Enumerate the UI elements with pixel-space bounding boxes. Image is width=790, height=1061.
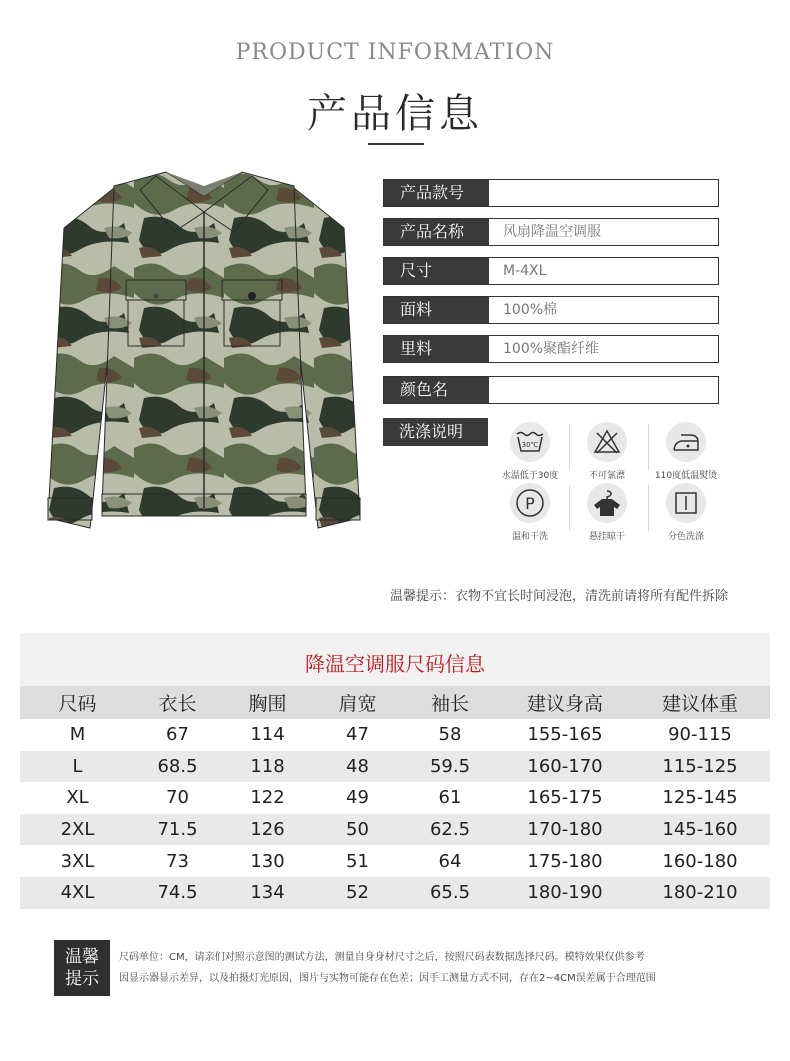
table-cell: L (20, 751, 135, 783)
table-cell: 73 (135, 845, 220, 877)
care-caption: 悬挂晾干 (588, 532, 625, 542)
jacket-image (44, 168, 364, 536)
table-cell: 114 (220, 719, 315, 751)
table-row (20, 719, 770, 751)
table-cell: 180-190 (500, 877, 630, 909)
table-cell: 118 (220, 751, 315, 783)
care-item (490, 483, 570, 542)
table-cell: 49 (315, 782, 400, 814)
info-label: 颜色名 (384, 377, 489, 403)
info-label: 产品名称 (384, 219, 489, 245)
table-row (20, 782, 770, 814)
table-cell: 122 (220, 782, 315, 814)
table-cell: 65.5 (400, 877, 500, 909)
care-item (646, 422, 726, 481)
table-cell: 68.5 (135, 751, 220, 783)
table-cell: 126 (220, 814, 315, 846)
table-cell: 48 (315, 751, 400, 783)
info-label: 尺寸 (384, 258, 489, 284)
page-title: 产品信息 (307, 91, 483, 137)
table-cell: 2XL (20, 814, 135, 846)
table-cell: 52 (315, 877, 400, 909)
table-cell: 165-175 (500, 782, 630, 814)
table-cell: 70 (135, 782, 220, 814)
table-cell: 145-160 (630, 814, 770, 846)
info-row-product-name (383, 218, 719, 246)
care-item (567, 422, 647, 481)
table-cell: 130 (220, 845, 315, 877)
table-cell: 160-170 (500, 751, 630, 783)
care-item (646, 483, 726, 542)
table-cell: 61 (400, 782, 500, 814)
table-cell: 3XL (20, 845, 135, 877)
info-value: M-4XL (503, 263, 547, 279)
care-tip: 温馨提示：衣物不宜长时间浸泡，清洗前请将所有配件拆除 (389, 589, 728, 604)
care-caption: 温和干洗 (511, 532, 548, 542)
info-row-fabric (383, 296, 719, 324)
dry-clean-badge: P (525, 494, 535, 513)
size-table (20, 686, 770, 909)
table-cell: 50 (315, 814, 400, 846)
wash-temp-badge: 30℃ (521, 441, 539, 449)
col-header-height: 建议身高 (500, 686, 630, 719)
table-cell: 51 (315, 845, 400, 877)
info-row-color (383, 376, 719, 404)
info-value (489, 377, 718, 403)
info-value: 100%聚酯纤维 (503, 341, 600, 357)
table-cell: 71.5 (135, 814, 220, 846)
title-underline (368, 143, 424, 145)
info-label: 产品款号 (384, 180, 489, 206)
table-cell: 47 (315, 719, 400, 751)
notice-line: 因显示器显示差异，以及拍摄灯光原因，图片与实物可能存在色差；因手工测量方式不同，存在2~4CM误差属于合理范围 (119, 973, 656, 984)
table-cell: 58 (400, 719, 500, 751)
table-cell: 134 (220, 877, 315, 909)
no-bleach-icon (587, 422, 627, 462)
page-title-en: PRODUCT INFORMATION (235, 40, 555, 65)
care-caption: 分色洗涤 (667, 532, 704, 542)
table-header-row (20, 686, 770, 719)
table-cell: 62.5 (400, 814, 500, 846)
info-label: 里料 (384, 336, 489, 362)
info-row-style-no (383, 179, 719, 207)
table-cell: 64 (400, 845, 500, 877)
table-cell: M (20, 719, 135, 751)
col-header-shoulder: 肩宽 (315, 686, 400, 719)
table-row (20, 845, 770, 877)
care-item (490, 422, 570, 481)
col-header-sleeve: 袖长 (400, 686, 500, 719)
table-row (20, 751, 770, 783)
col-header-length: 衣长 (135, 686, 220, 719)
info-value (489, 180, 718, 206)
col-header-chest: 胸围 (220, 686, 315, 719)
table-cell: 90-115 (630, 719, 770, 751)
wash-separately-icon (666, 483, 706, 523)
washtub-30-icon (510, 422, 550, 462)
col-header-weight: 建议体重 (630, 686, 770, 719)
table-cell: 125-145 (630, 782, 770, 814)
notice-line: 尺码单位：CM，请亲们对照示意图的测试方法，测量自身身材尺寸之后，按照尺码表数据选择尺码。模特效果仅供参考 (119, 952, 645, 963)
table-cell: 115-125 (630, 751, 770, 783)
table-cell: 59.5 (400, 751, 500, 783)
care-caption: 110度低温熨烫 (654, 471, 718, 481)
info-row-lining (383, 335, 719, 363)
care-caption: 水温低于30度 (501, 471, 559, 481)
info-row-size (383, 257, 719, 285)
care-item (567, 483, 647, 542)
iron-low-icon (666, 422, 706, 462)
info-value: 100%棉 (503, 302, 558, 318)
table-cell: 180-210 (630, 877, 770, 909)
table-cell: 74.5 (135, 877, 220, 909)
info-label: 面料 (384, 297, 489, 323)
table-cell: 175-180 (500, 845, 630, 877)
size-table-title: 降温空调服尺码信息 (305, 652, 485, 676)
table-row (20, 814, 770, 846)
table-cell: 67 (135, 719, 220, 751)
table-cell: 170-180 (500, 814, 630, 846)
notice-tag-line: 提示 (65, 969, 99, 989)
table-cell: XL (20, 782, 135, 814)
table-cell: 160-180 (630, 845, 770, 877)
notice-tag (54, 940, 110, 996)
wash-label: 洗涤说明 (383, 418, 488, 446)
dry-clean-p-icon (510, 483, 550, 523)
care-caption: 不可氯漂 (588, 471, 625, 481)
info-value: 风扇降温空调服 (503, 224, 601, 240)
hang-dry-icon (587, 483, 627, 523)
col-header-size: 尺码 (20, 686, 135, 719)
table-cell: 4XL (20, 877, 135, 909)
notice-tag-line: 温馨 (65, 947, 99, 967)
table-cell: 155-165 (500, 719, 630, 751)
notice-text (119, 947, 759, 989)
table-row (20, 877, 770, 909)
